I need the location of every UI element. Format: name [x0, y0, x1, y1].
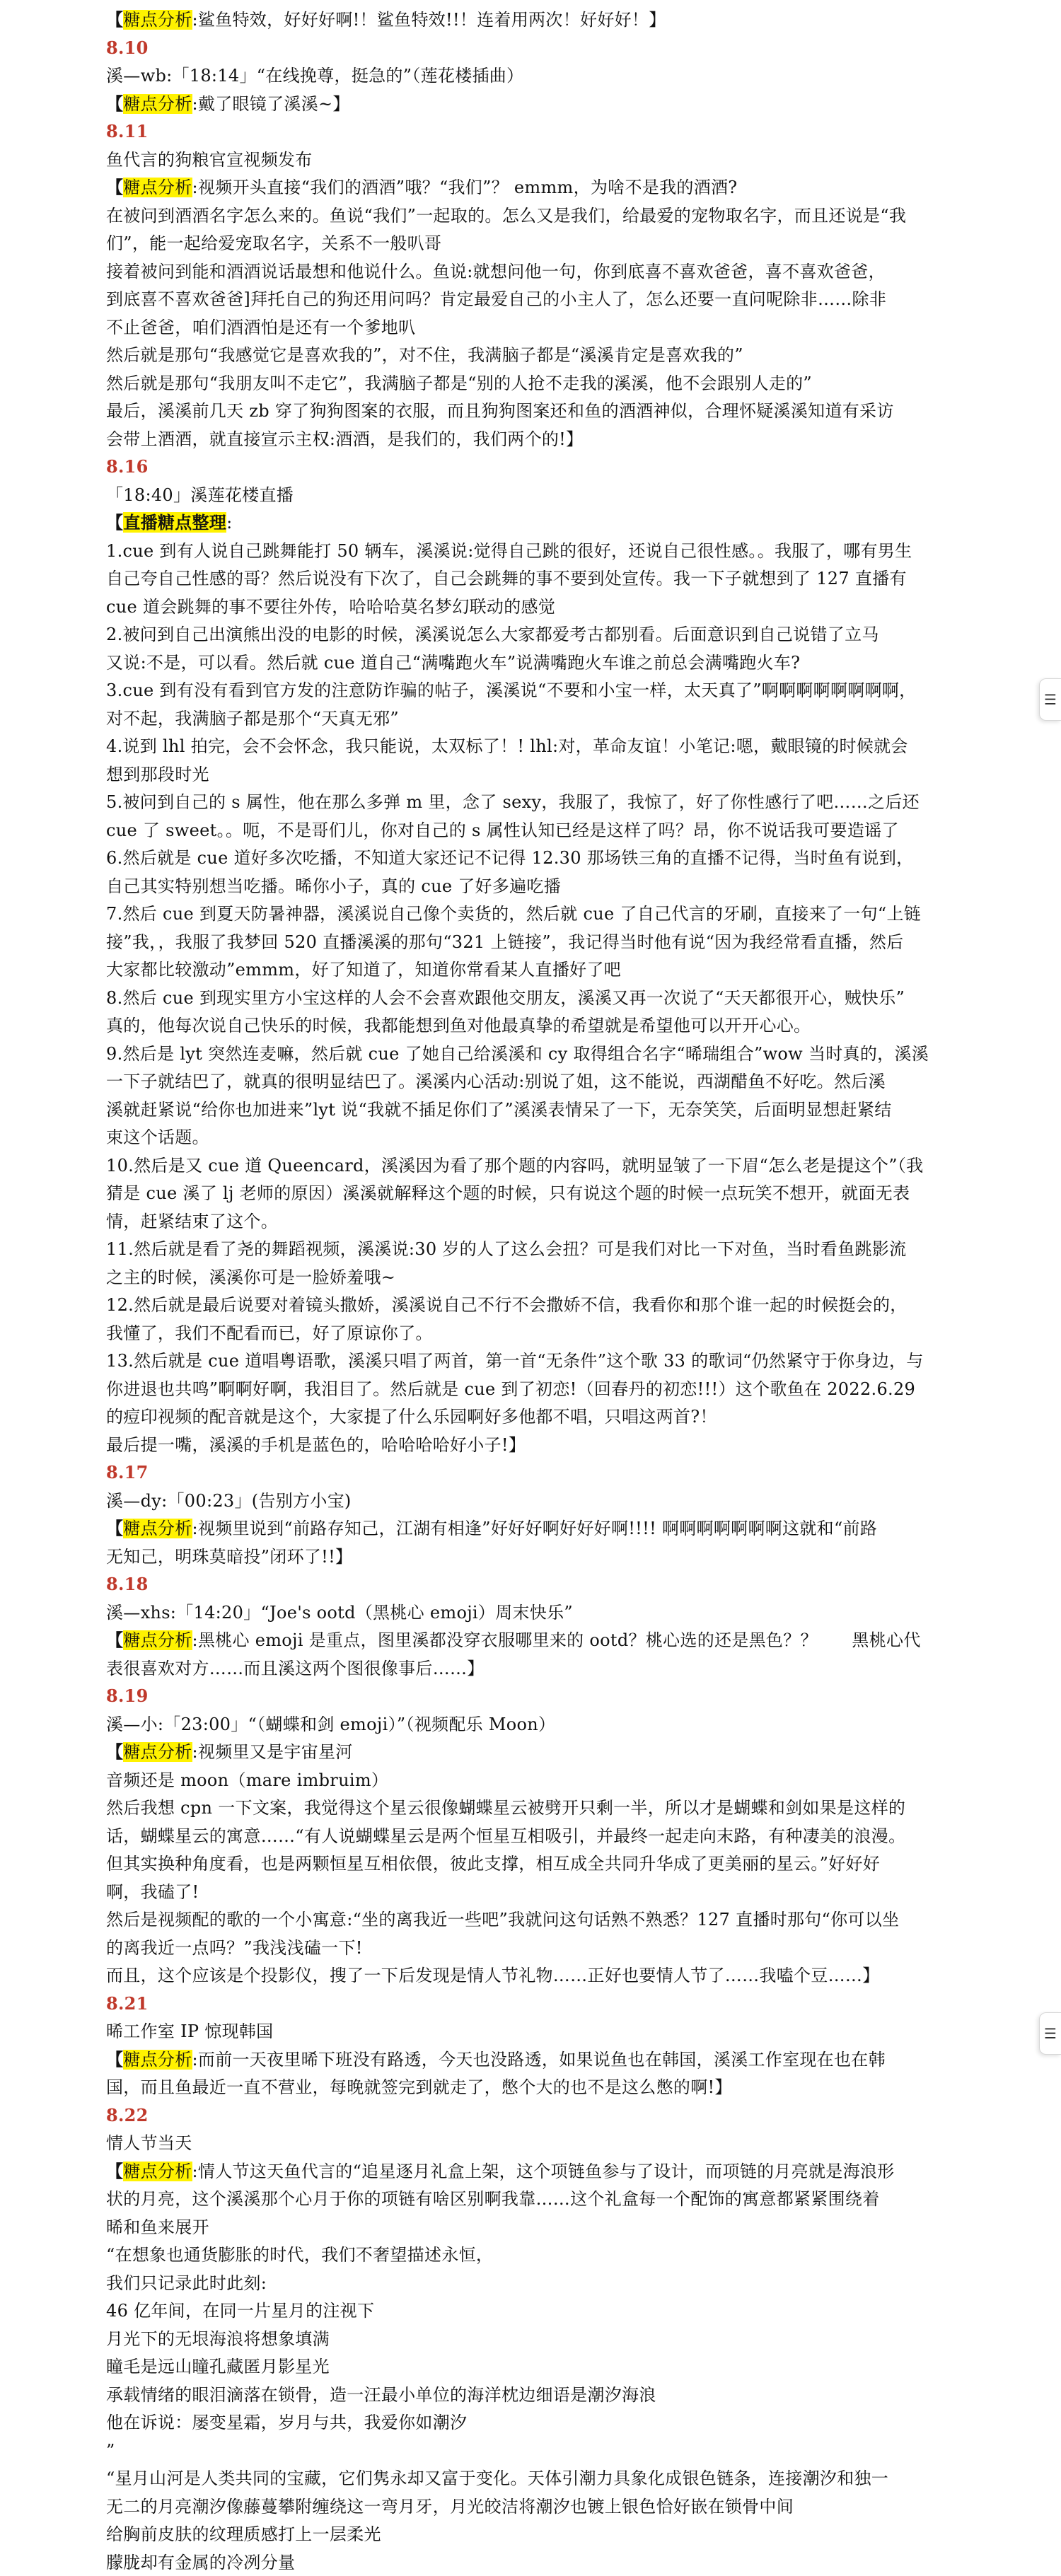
- text-span: 情，赶紧结束了这个。: [106, 1211, 278, 1231]
- text-line: [106, 1096, 969, 1124]
- text-line: [106, 2548, 969, 2576]
- text-span: 音频还是 moon（mare imbruim）: [106, 1770, 389, 1790]
- text-span: 然后我想 cpn 一下文案，我觉得这个星云很像蝴蝶星云被劈开只剩一半，所以才是蝴蝶和剑如果是这样的: [106, 1798, 906, 1818]
- text-span: 在被问到酒酒名字怎么来的。鱼说“我们”一起取的。怎么又是我们，给最爱的宠物取名字，而且还说是“我: [106, 205, 907, 226]
- text-span: 「18:40」溪莲花楼直播: [106, 485, 294, 505]
- text-line: [106, 1543, 969, 1571]
- text-line: [106, 173, 969, 202]
- bracket: 【: [106, 177, 124, 197]
- text-line: [106, 229, 969, 257]
- text-line: [106, 2297, 969, 2325]
- text-span: 他在诉说：屡变星霜，岁月与共，我爱你如潮汐: [106, 2413, 468, 2432]
- text-span: 真的，他每次说自己快乐的时候，我都能想到鱼对他最真挚的希望就是希望他可以开开心心。: [106, 1016, 811, 1035]
- text-span: :戴了眼镜了溪溪~】: [192, 93, 350, 114]
- text-line: [106, 872, 969, 900]
- text-span: cue 了 sweet。。呃，不是哥们儿，你对自己的 s 属性认知已经是这样了吗？昂，你不说话我可要造谣了: [106, 820, 899, 840]
- hamburger-menu-icon: ☰: [1044, 2025, 1057, 2042]
- text-span: 鱼代言的狗粮官宣视频发布: [106, 149, 313, 170]
- highlighted-tag: 糖点分析: [123, 1742, 192, 1762]
- text-span: “在想象也通货膨胀的时代，我们不奢望描述永恒，: [106, 2245, 494, 2265]
- text-line: [106, 1067, 969, 1096]
- text-span: 6.然后就是 cue 道好多次吃播，不知道大家还记不记得 12.30 那场铁三角的直播不记得，当时鱼有说到，: [106, 848, 914, 868]
- text-line: [106, 2073, 969, 2101]
- bracket: 【: [106, 93, 124, 114]
- text-span: 无知己，明珠莫暗投”闭环了!!】: [106, 1546, 353, 1567]
- date-heading: 8.16: [106, 456, 149, 477]
- highlighted-tag: 糖点分析: [123, 1519, 192, 1538]
- text-span: 11.然后就是看了尧的舞蹈视频，溪溪说:30 岁的人了这么会扭？可是我们对比一下对鱼，当时看鱼跳影流: [106, 1239, 907, 1259]
- text-line: [106, 257, 969, 286]
- text-line: [106, 1179, 969, 1207]
- text-line: [106, 1403, 969, 1431]
- text-span: 朦胧却有金属的冷冽分量: [106, 2552, 296, 2572]
- text-line: [106, 2185, 969, 2213]
- text-line: [106, 509, 969, 537]
- text-span: ”: [106, 2440, 115, 2461]
- date-heading: 8.10: [106, 37, 149, 58]
- text-line: [106, 2464, 969, 2493]
- text-span: 之主的时候，溪溪你可是一脸娇羞哦~: [106, 1267, 396, 1287]
- text-line: [106, 1850, 969, 1878]
- text-line: [106, 1766, 969, 1794]
- text-line: [106, 2129, 969, 2157]
- text-line: [106, 2325, 969, 2353]
- text-line: [106, 2157, 969, 2186]
- text-line: [106, 481, 969, 509]
- text-span: :: [226, 513, 233, 533]
- hamburger-menu-icon: ☰: [1044, 691, 1057, 708]
- text-span: 9.然后是 lyt 突然连麦嘛，然后就 cue 了她自己给溪溪和 cy 取得组合名字“晞瑞组合”wow 当时真的，溪溪: [106, 1043, 929, 1064]
- date-heading: 8.11: [106, 121, 149, 141]
- highlighted-tag: 糖点分析: [123, 2161, 192, 2181]
- text-line: [106, 1654, 969, 1683]
- text-line: [106, 704, 969, 733]
- text-span: 溪—小:「23:00」“（蝴蝶和剑 emoji）”（视频配乐 Moon）: [106, 1714, 556, 1734]
- text-line: [106, 1514, 969, 1543]
- text-line: [106, 1794, 969, 1822]
- text-line: [106, 1319, 969, 1347]
- text-line: [106, 1291, 969, 1319]
- text-line: [106, 900, 969, 928]
- text-line: [106, 62, 969, 90]
- text-span: 溪—xhs:「14:20」“Joe's ootd（黑桃心 emoji）周末快乐”: [106, 1602, 573, 1623]
- text-span: 我们只记录此时此刻:: [106, 2273, 267, 2293]
- text-span: 8.然后 cue 到现实里方小宝这样的人会不会喜欢跟他交朋友，溪溪又再一次说了“天天都很开心，贼快乐”: [106, 987, 905, 1008]
- text-line: [106, 1263, 969, 1292]
- text-line: [106, 620, 969, 649]
- text-span: 然后就是那句“我朋友叫不走它”，我满脑子都是“别的人抢不走我的溪溪，他不会跟别人走的”: [106, 373, 812, 393]
- text-span: 接”我，，我服了我梦回 520 直播溪溪的那句“321 上链接”，我记得当时他有说“因为我经常看直播，然后: [106, 932, 904, 952]
- text-span: cue 道会跳舞的事不要往外传，哈哈哈莫名梦幻联动的感觉: [106, 596, 556, 617]
- text-line: [106, 1738, 969, 1766]
- text-line: [106, 1375, 969, 1403]
- side-menu-handle-top[interactable]: [1039, 678, 1061, 721]
- text-line: [106, 2493, 969, 2521]
- text-span: :黑桃心 emoji 是重点，图里溪都没穿衣服哪里来的 ootd？桃心选的还是黑色？？ 黑桃心代: [192, 1630, 921, 1650]
- highlighted-tag: 直播糖点整理: [123, 512, 227, 533]
- text-span: 啊，我磕了!: [106, 1881, 199, 1902]
- text-span: 无二的月亮潮汐像藤蔓攀附缠绕这一弯月牙，月光皎洁将潮汐也镀上银色恰好嵌在锁骨中间: [106, 2496, 794, 2517]
- text-span: 状的月亮，这个溪溪那个心月于你的项链有啥区别啊我靠……这个礼盒每一个配饰的寓意都紧紧围绕着: [106, 2189, 880, 2209]
- text-span: 月光下的无垠海浪将想象填满: [106, 2328, 330, 2349]
- text-span: 国，而且鱼最近一直不营业，每晚就签完到就走了，憋个大的也不是这么憋的啊!】: [106, 2077, 732, 2097]
- date-heading: 8.18: [106, 1574, 149, 1594]
- text-span: 接着被问到能和酒酒说话最想和他说什么。鱼说:就想问他一句，你到底喜不喜欢爸爸，喜不喜欢爸爸，: [106, 261, 886, 282]
- text-span: 溪—wb:「18:14」“在线挽尊，挺急的”（莲花楼插曲）: [106, 66, 524, 86]
- text-line: [106, 593, 969, 621]
- text-line: [106, 90, 969, 118]
- text-line: [106, 1961, 969, 1990]
- text-span: 瞳毛是远山瞳孔藏匿月影星光: [106, 2357, 330, 2377]
- text-span: :鲨鱼特效，好好好啊!！鲨鱼特效!!！连着用两次！好好好！】: [192, 10, 666, 30]
- text-span: 猜是 cue 溪了 lj 老师的原因）溪溪就解释这个题的时候，只有说这个题的时候一点玩笑不想开，就面无表: [106, 1183, 910, 1203]
- text-span: :视频开头直接“我们的酒酒”哦？“我们”？ emmm，为啥不是我的酒酒?: [192, 178, 738, 197]
- text-line: [106, 1710, 969, 1739]
- text-span: :视频里说到“前路存知己，江湖有相逢”好好好啊好好好啊!!!! 啊啊啊啊啊啊啊这就和“前路: [192, 1519, 878, 1538]
- text-line: [106, 1123, 969, 1151]
- text-span: 不止爸爸，咱们酒酒怕是还有一个爹地叭: [106, 317, 416, 337]
- text-line: [106, 6, 969, 34]
- highlighted-tag: 糖点分析: [123, 178, 192, 197]
- text-span: 2.被问到自己出演熊出没的电影的时候，溪溪说怎么大家都爱考古都别看。后面意识到自己说错了立马: [106, 625, 879, 644]
- text-line: [106, 816, 969, 845]
- text-line: [106, 676, 969, 704]
- text-line: [106, 732, 969, 760]
- text-span: 的痘印视频的配音就是这个，大家提了什么乐园啊好多他都不唱，只唱这两首?！: [106, 1407, 717, 1427]
- highlighted-tag: 糖点分析: [123, 93, 192, 114]
- text-line: [106, 2352, 969, 2381]
- text-span: 溪—dy:「00:23」(告别方小宝): [106, 1490, 352, 1511]
- text-line: [106, 2437, 969, 2465]
- text-span: 一下子就结巴了，就真的很明显结巴了。溪溪内心活动:别说了姐，这不能说，西湖醋鱼不好吃。然后溪: [106, 1072, 886, 1091]
- text-line: [106, 2046, 969, 2074]
- text-line: [106, 2381, 969, 2409]
- text-span: 7.然后 cue 到夏天防暑神器，溪溪说自己像个卖货的，然后就 cue 了自己代言的牙刷，直接来了一句“上链: [106, 904, 922, 924]
- text-span: 给胸前皮肤的纹理质感打上一层柔光: [106, 2524, 381, 2544]
- text-span: 对不起，我满脑子都是那个“天真无邪”: [106, 708, 399, 729]
- text-line: [106, 1431, 969, 1459]
- date-heading: 8.19: [106, 1686, 149, 1706]
- text-span: 46 亿年间，在同一片星月的注视下: [106, 2301, 375, 2321]
- text-span: 到底喜不喜欢爸爸]拜托自己的狗还用问吗？肯定最爱自己的小主人了，怎么还要一直问呢除非……除非: [106, 289, 887, 309]
- text-line: [106, 146, 969, 174]
- text-line: [106, 788, 969, 816]
- text-span: 表很喜欢对方……而且溪这两个图很像事后……】: [106, 1658, 485, 1678]
- text-line: [106, 1207, 969, 1236]
- text-span: 然后是视频配的歌的一个小寓意:“坐的离我近一些吧”我就问这句话熟不熟悉？127 直播时那句“你可以坐: [106, 1910, 900, 1930]
- highlighted-tag: 糖点分析: [123, 2049, 192, 2070]
- text-line: [106, 313, 969, 342]
- text-span: 自己夸自己性感的哥？然后说没有下次了，自己会跳舞的事不要到处宣传。我一下子就想到了 127 直播有: [106, 569, 907, 588]
- text-span: 3.cue 到有没有看到官方发的注意防诈骗的帖子，溪溪说“不要和小宝一样，太天真了”啊啊啊啊啊啊啊啊，: [106, 680, 917, 700]
- text-line: [106, 844, 969, 872]
- text-line: [106, 956, 969, 984]
- side-menu-handle-bottom[interactable]: [1039, 2012, 1061, 2055]
- text-line: [106, 202, 969, 230]
- text-span: 自己其实特别想当吃播。晞你小子，真的 cue 了好多遍吃播: [106, 876, 562, 896]
- text-span: 最后，溪溪前几天 zb 穿了狗狗图案的衣服，而且狗狗图案还和鱼的酒酒神似，合理怀疑溪溪知道有采访: [106, 401, 894, 421]
- highlighted-tag: 糖点分析: [123, 10, 192, 30]
- text-line: [106, 1599, 969, 1627]
- text-span: 10.然后是又 cue 道 Queencard，溪溪因为看了那个题的内容吗，就明显皱了一下眉“怎么老是提这个”（我: [106, 1155, 924, 1176]
- text-span: 晞工作室 IP 惊现韩国: [106, 2021, 274, 2041]
- text-span: 溪就赶紧说“给你也加进来”lyt 说“我就不插足你们了”溪溪表情呆了一下，无奈笑笑，后面明显想赶紧结: [106, 1099, 892, 1120]
- text-line: [106, 760, 969, 789]
- date-heading: 8.22: [106, 2104, 149, 2125]
- text-line: [106, 1934, 969, 1962]
- text-line: [106, 1822, 969, 1850]
- text-line: [106, 285, 969, 313]
- text-span: 情人节当天: [106, 2133, 192, 2153]
- text-line: [106, 1040, 969, 1068]
- text-span: 大家都比较激动”emmm，好了知道了，知道你常看某人直播好了吧: [106, 960, 622, 980]
- bracket: 【: [106, 1630, 124, 1650]
- highlighted-tag: 糖点分析: [123, 1630, 192, 1650]
- bracket: 【: [106, 1741, 124, 1762]
- text-line: [106, 369, 969, 398]
- text-span: 13.然后就是 cue 道唱粤语歌，溪溪只唱了两首，第一首“无条件”这个歌 33 的歌词“仍然紧守于你身边，与: [106, 1351, 924, 1371]
- text-line: [106, 2408, 969, 2437]
- text-span: 晞和鱼来展开: [106, 2217, 209, 2237]
- text-span: 你进退也共鸣”啊啊好啊，我泪目了。然后就是 cue 到了初恋!（回春丹的初恋!!!）这个歌鱼在 2022.6.29: [106, 1379, 916, 1399]
- text-span: 5.被问到自己的 s 属性，他在那么多弹 m 里，念了 sexy，我服了，我惊了，好了你性感行了吧……之后还: [106, 792, 920, 812]
- text-span: :视频里又是宇宙星河: [192, 1742, 353, 1762]
- bracket: 【: [106, 9, 124, 30]
- text-span: 会带上酒酒，就直接宣示主权:酒酒，是我们的，我们两个的!】: [106, 429, 584, 449]
- text-line: [106, 341, 969, 369]
- text-line: [106, 1487, 969, 1515]
- bracket: 【: [106, 512, 124, 533]
- text-line: [106, 1905, 969, 1934]
- text-span: 1.cue 到有人说自己跳舞能打 50 辆车，溪溪说:觉得自己跳的很好，还说自己很性感。。我服了，哪有男生: [106, 540, 912, 561]
- text-span: 们”，能一起给爱宠取名字，关系不一般叭哥: [106, 233, 442, 253]
- text-span: “星月山河是人类共同的宝藏，它们隽永却又富于变化。天体引潮力具象化成银色链条，连接潮汐和独一: [106, 2468, 889, 2488]
- text-line: [106, 1011, 969, 1040]
- date-heading: 8.21: [106, 1992, 149, 2014]
- text-line: [106, 1626, 969, 1654]
- text-span: 又说:不是，可以看。然后就 cue 道自己“满嘴跑火车”说满嘴跑火车谁之前总会满嘴跑火车?: [106, 652, 801, 673]
- text-line: [106, 1347, 969, 1375]
- text-span: 想到那段时光: [106, 764, 209, 784]
- text-line: [106, 1235, 969, 1263]
- text-line: [106, 649, 969, 677]
- bracket: 【: [106, 2160, 124, 2181]
- document-body: [106, 0, 969, 2576]
- text-line: [106, 2241, 969, 2269]
- text-span: :而前一天夜里晞下班没有路透，今天也没路透，如果说鱼也在韩国，溪溪工作室现在也在韩: [192, 2049, 886, 2070]
- text-span: 4.说到 lhl 拍完，会不会怀念，我只能说，太双标了！! lhl:对，革命友谊！小笔记:嗯，戴眼镜的时候就会: [106, 736, 908, 756]
- text-span: 话，蝴蝶星云的寓意……“有人说蝴蝶星云是两个恒星互相吸引，并最终一起走向末路，有种凄美的浪漫。: [106, 1826, 906, 1846]
- text-line: [106, 2017, 969, 2046]
- text-span: 束这个话题。: [106, 1127, 209, 1147]
- text-line: [106, 564, 969, 593]
- text-line: [106, 984, 969, 1012]
- text-line: [106, 2269, 969, 2297]
- text-span: 而且，这个应该是个投影仪，搜了一下后发现是情人节礼物……正好也要情人节了……我嗑个豆……】: [106, 1966, 880, 1985]
- date-heading: 8.17: [106, 1462, 149, 1483]
- text-line: [106, 397, 969, 425]
- text-span: 承载情绪的眼泪滴落在锁骨，造一汪最小单位的海洋枕边细语是潮汐海浪: [106, 2384, 656, 2405]
- text-line: [106, 2213, 969, 2241]
- text-span: 但其实换种角度看，也是两颗恒星互相依偎，彼此支撑，相互成全共同升华成了更美丽的星云。”好好好: [106, 1854, 881, 1874]
- text-span: 然后就是那句“我感觉它是喜欢我的”，对不住，我满脑子都是“溪溪肯定是喜欢我的”: [106, 345, 743, 365]
- text-span: :情人节这天鱼代言的“追星逐月礼盒上架，这个项链鱼参与了设计，而项链的月亮就是海浪形: [192, 2161, 895, 2181]
- text-span: 我懂了，我们不配看而已，好了原谅你了。: [106, 1323, 433, 1343]
- bracket: 【: [106, 2048, 124, 2070]
- text-span: 12.然后就是最后说要对着镜头撒娇，溪溪说自己不行不会撒娇不信，我看你和那个谁一起的时候挺会的，: [106, 1295, 908, 1315]
- text-line: [106, 1151, 969, 1180]
- text-span: 的离我近一点吗？”我浅浅磕一下!: [106, 1937, 363, 1958]
- text-line: [106, 1878, 969, 1906]
- text-line: [106, 425, 969, 453]
- text-span: 最后提一嘴，溪溪的手机是蓝色的，哈哈哈哈好小子!】: [106, 1434, 526, 1455]
- text-line: [106, 2520, 969, 2548]
- bracket: 【: [106, 1518, 124, 1538]
- text-line: [106, 928, 969, 956]
- text-line: [106, 537, 969, 565]
